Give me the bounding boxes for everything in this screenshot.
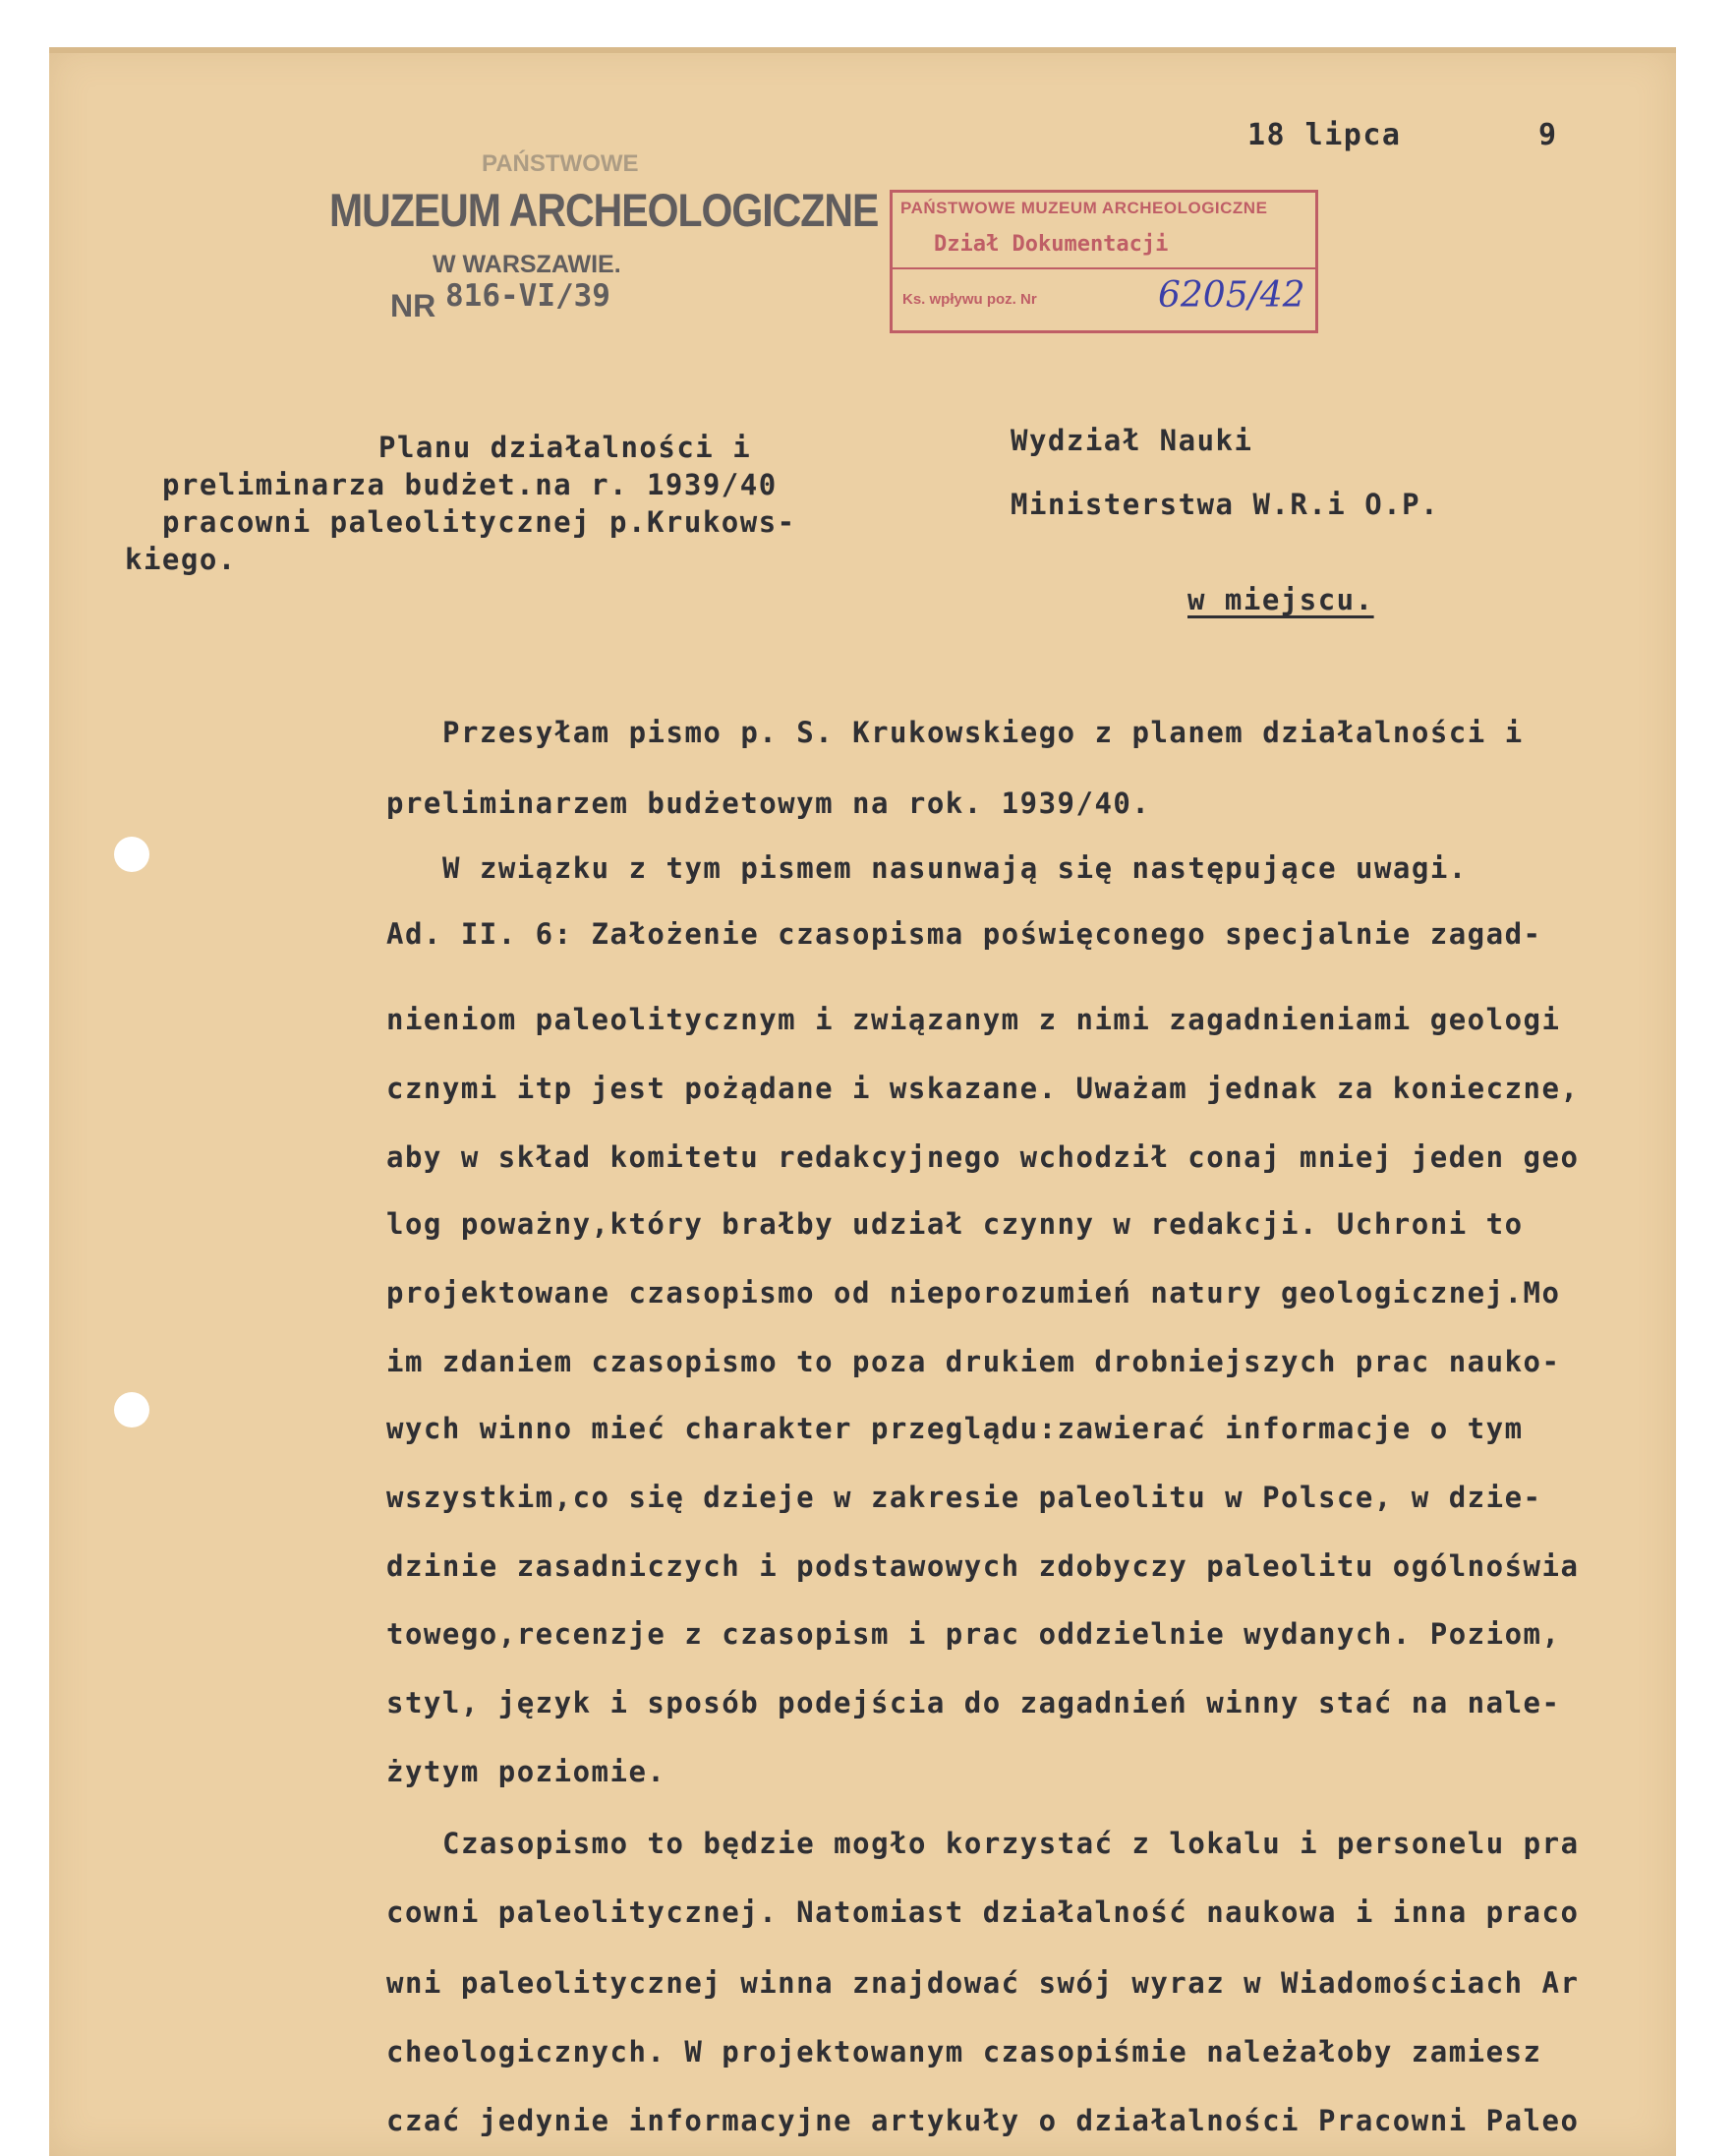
body-line: czać jedynie informacyjne artykuły o działalności Pracowni Paleo (386, 2104, 1580, 2137)
museum-stamp (329, 150, 879, 386)
subject-line: Planu działalności i (378, 431, 752, 464)
museum-stamp-line1: PAŃSTWOWE (482, 150, 639, 177)
page-number: 9 (1538, 118, 1558, 152)
body-line: cheologicznych. W projektowanym czasopiśmie należałoby zamiesz (386, 2035, 1542, 2069)
museum-stamp-line2: MUZEUM ARCHEOLOGICZNE (329, 184, 879, 237)
body-line: aby w skład komitetu redakcyjnego wchodził conaj mniej jeden geo (386, 1140, 1580, 1174)
subject-line: preliminarza budżet.na r. 1939/40 (162, 468, 778, 501)
recipient-line: Wydział Nauki (1011, 424, 1253, 457)
page-top-edge (49, 47, 1676, 53)
punch-hole-upper (114, 837, 149, 872)
body-line: wszystkim,co się dzieje w zakresie paleolitu w Polsce, w dzie- (386, 1481, 1542, 1514)
body-line: Ad. II. 6: Założenie czasopisma poświęconego specjalnie zagad- (386, 917, 1542, 951)
documentation-stamp-line2: Dział Dokumentacji (934, 232, 1169, 257)
punch-hole-lower (114, 1392, 149, 1428)
handwritten-registry-number: 6205/42 (1158, 275, 1305, 316)
museum-stamp-ref-number: 816-VI/39 (445, 278, 610, 314)
body-line: projektowane czasopismo od nieporozumień natury geologicznej.Mo (386, 1276, 1561, 1310)
body-line: żytym poziomie. (386, 1755, 666, 1788)
body-line: Przesyłam pismo p. S. Krukowskiego z planem działalności i (442, 716, 1524, 749)
body-line: log poważny,który brałby udział czynny w redakcji. Uchroni to (386, 1207, 1524, 1241)
recipient-line: w miejscu. (1187, 583, 1374, 616)
body-line: im zdaniem czasopismo to poza drukiem drobniejszych prac nauko- (386, 1345, 1561, 1378)
body-line: wych winno mieć charakter przeglądu:zawierać informacje o tym (386, 1412, 1524, 1445)
subject-line: kiego. (125, 543, 237, 576)
body-line: W związku z tym pismem nasunwają się następujące uwagi. (442, 851, 1468, 885)
body-line: Czasopismo to będzie mogło korzystać z lokalu i personelu pra (442, 1827, 1580, 1860)
body-line: nieniom paleolitycznym i związanym z nimi zagadnieniami geologi (386, 1003, 1561, 1036)
body-line: preliminarzem budżetowym na rok. 1939/40. (386, 787, 1151, 820)
documentation-stamp-line1: PAŃSTWOWE MUZEUM ARCHEOLOGICZNE (900, 199, 1268, 217)
body-line: cowni paleolitycznej. Natomiast działalność naukowa i inna praco (386, 1895, 1580, 1929)
recipient-line: Ministerstwa W.R.i O.P. (1011, 488, 1440, 521)
document-page (49, 47, 1676, 2156)
documentation-stamp-line3: Ks. wpływu poz. Nr (902, 291, 1037, 308)
body-line: towego,recenzje z czasopism i prac oddzielnie wydanych. Poziom, (386, 1617, 1561, 1651)
museum-stamp-ref-prefix: NR (390, 288, 436, 323)
body-line: styl, język i sposób podejścia do zagadnień winny stać na nale- (386, 1686, 1561, 1719)
subject-line: pracowni paleolitycznej p.Krukows- (162, 505, 796, 539)
body-line: wni paleolitycznej winna znajdować swój wyraz w Wiadomościach Ar (386, 1966, 1580, 2000)
museum-stamp-line3: W WARSZAWIE. (433, 251, 621, 278)
documentation-stamp-divider (893, 267, 1315, 269)
letter-date: 18 lipca (1247, 118, 1402, 152)
body-line: cznymi itp jest pożądane i wskazane. Uważam jednak za konieczne, (386, 1072, 1580, 1105)
body-line: dzinie zasadniczych i podstawowych zdobyczy paleolitu ogólnoświa (386, 1549, 1580, 1583)
